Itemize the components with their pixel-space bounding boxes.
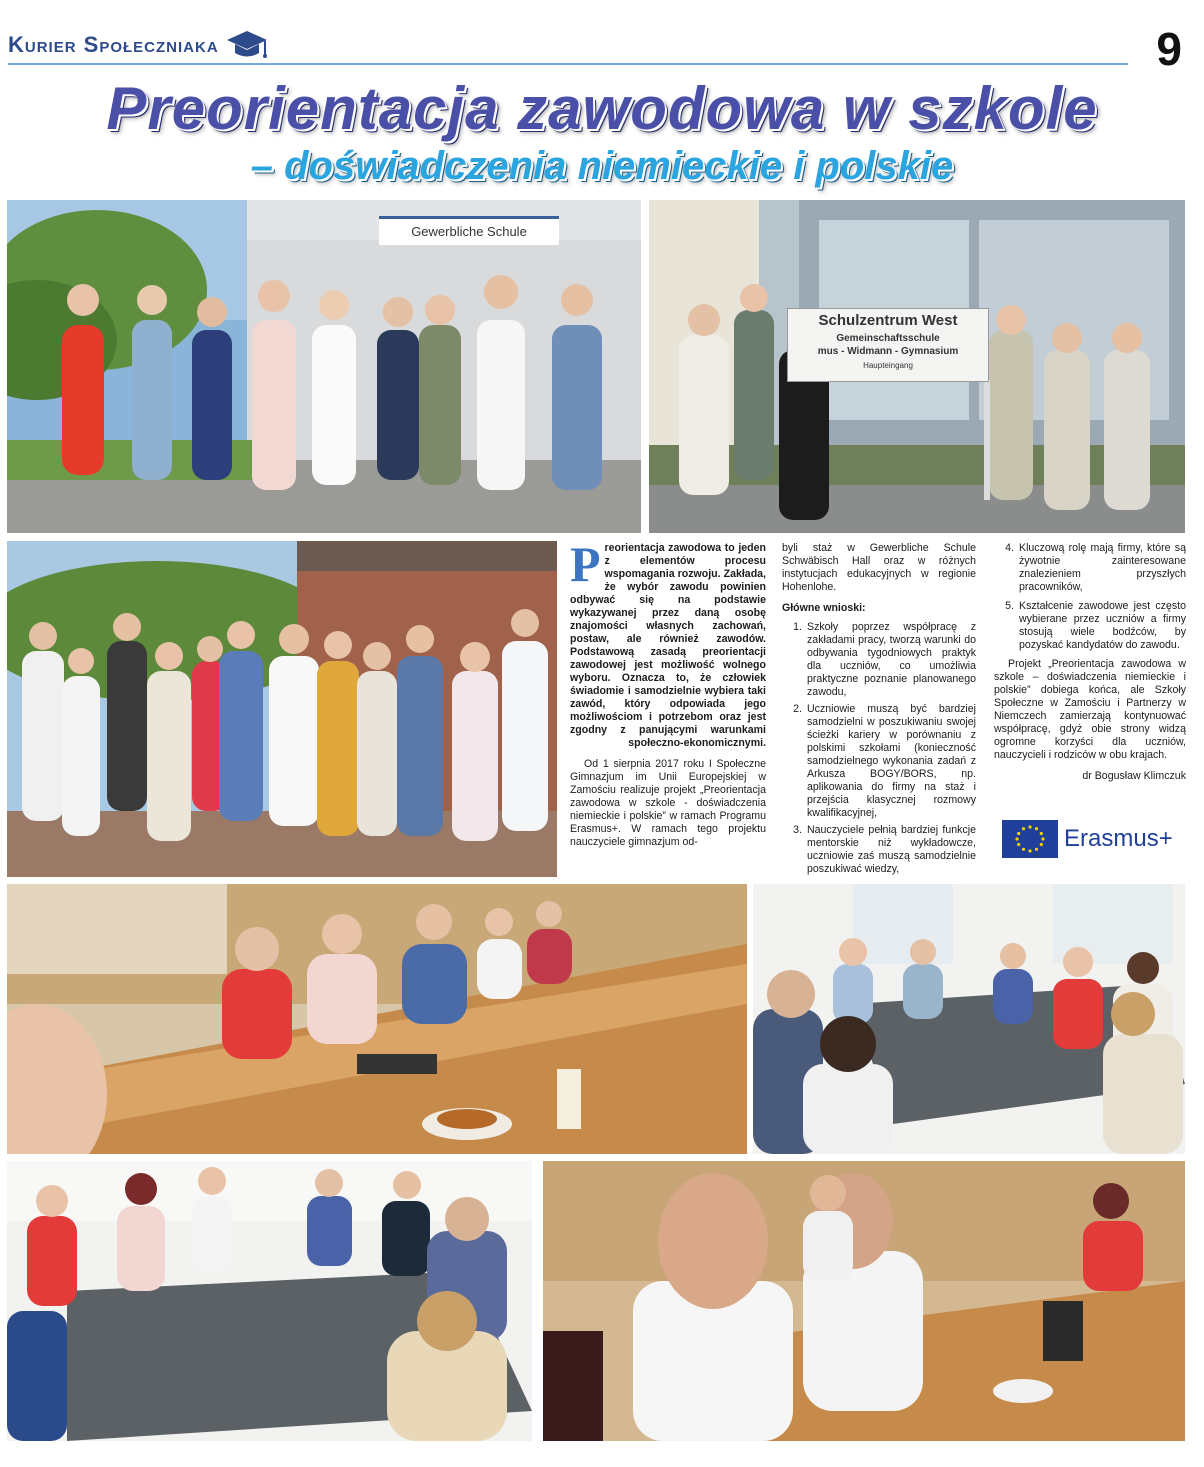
sign-line-4: Haupteingang [863,361,913,370]
conclusions-title: Główne wnioski: [782,602,866,614]
conclusion-item [782,703,976,820]
article-closing: Projekt „Preorientacja zawodowa w szkole – doświadczenia niemieckie i polskie” dobiega końca, ale Szkoły Społeczne w Zamościu i Partnerzy w Niemczech zamierzają kontynuować współpracę, gdyż obie strony widzą ogromne korzyści dla uczniów, nauczycieli i rodziców w obu krajach. [994,658,1186,761]
sign-line-2: Gemeinschaftsschule [836,333,940,344]
masthead [8,28,269,62]
eu-flag-icon [1002,820,1058,858]
photo-meeting-table-1 [7,884,747,1154]
article-paragraph-2: Od 1 sierpnia 2017 roku I Społeczne Gimnazjum im Unii Europejskiej w Zamościu realizuje projekt „Preorientacja zawodowa w szkole - doświadczenia niemieckie i polskie” w ramach Programu Erasmus+. W ramach tego projektu nauczyciele gimnazjum od- [570,758,766,848]
conclusion-number: 2. [793,703,802,715]
article-column-1 [570,536,766,851]
photo-meeting-table-2 [753,884,1185,1154]
sign-schulzentrum-west [787,308,989,382]
photo-group-brick-wall [7,541,557,877]
conclusion-item [782,621,976,699]
article-author: dr Bogusław Klimczuk [1082,770,1186,782]
conclusion-number: 1. [793,621,802,633]
page-number: 9 [1156,23,1182,75]
article-column-2 [782,542,976,880]
subheadline: – doświadczenia niemieckie i polskie [250,144,954,188]
sign-line-3: mus - Widmann - Gymnasium [817,346,959,357]
conclusion-number: 3. [793,824,802,836]
lead-text: reorientacja zawodowa to jeden z elementów procesu wspomagania rozwoju. Zakłada, że wybór zawodu powinien odbywać się na podstawie wykazywanej przez daną osobę znajomości własnych zachowań, postaw, ale również zawodów. Podstawową zasadą preorientacji zawodowej jest możliwość wolnego wyboru. Oznacza to, że człowiek świadomie i samodzielnie wybiera taki zawód, który odpowiada jego możliwościom i potrzebom oraz jest zgodny z panującymi warunkami społeczno-ekonomicznymi. [570,542,766,749]
graduation-cap-icon [225,29,269,61]
photo-meeting-table-3 [7,1161,532,1441]
article-lead [570,536,766,750]
photo-meeting-table-4 [543,1161,1185,1441]
conclusion-number: 5. [1005,600,1014,612]
sign-line-1: Schulzentrum West [818,312,958,329]
conclusion-item [994,600,1186,652]
erasmus-label: Erasmus+ [1064,825,1173,852]
photo-group-schulzentrum-west [649,200,1185,533]
conclusion-text: Kluczową rolę mają firmy, które są żywotnie zainteresowane znalezieniem przyszłych pracowników, [1019,542,1186,593]
header-rule [8,63,1128,65]
sign-gewerbliche-schule: Gewerbliche Schule [379,216,559,245]
conclusion-text: Nauczyciele pełnią bardziej funkcje mentorskie niż wykładowcze, uczniowie zaś muszą samodzielnie poszukiwać wiedzy, [807,824,976,875]
article-column-3 [994,542,1186,785]
erasmus-logo [1002,820,1173,858]
conclusion-number: 4. [1005,542,1014,554]
conclusion-item [782,824,976,876]
dropcap: P [570,536,601,592]
article-col2-intro: byli staż w Gewerbliche Schule Schwäbisch Hall oraz w różnych instytucjach edukacyjnych w regionie Hohenlohe. [782,542,976,593]
headline: Preorientacja zawodowa w szkole [106,75,1098,142]
conclusion-text: Szkoły poprzez współpracę z zakładami pracy, tworzą warunki do odbywania tygodniowych praktyk dla uczniów, co umożliwia praktyczne poznanie planowanego zawodu, [807,621,976,698]
masthead-title: Kurier Społeczniaka [8,32,219,57]
conclusion-text: Kształcenie zawodowe jest często wybierane przez uczniów a firmy stosują wiele bodźców, by pozyskać kandydatów do zawodu. [1019,600,1186,651]
conclusion-item [994,542,1186,594]
photo-group-gewerbliche-schule [7,200,641,533]
conclusion-text: Uczniowie muszą być bardziej samodzielni w poszukiwaniu swojej ścieżki kariery w porównaniu z polskimi szkołami (konieczność samodzielnego wykonania zadań z Arkusza BOGY/BORS, np. aplikowania do firmy na staż i przejścia klasycznej rozmowy kwalifikacyjnej, [807,703,976,819]
